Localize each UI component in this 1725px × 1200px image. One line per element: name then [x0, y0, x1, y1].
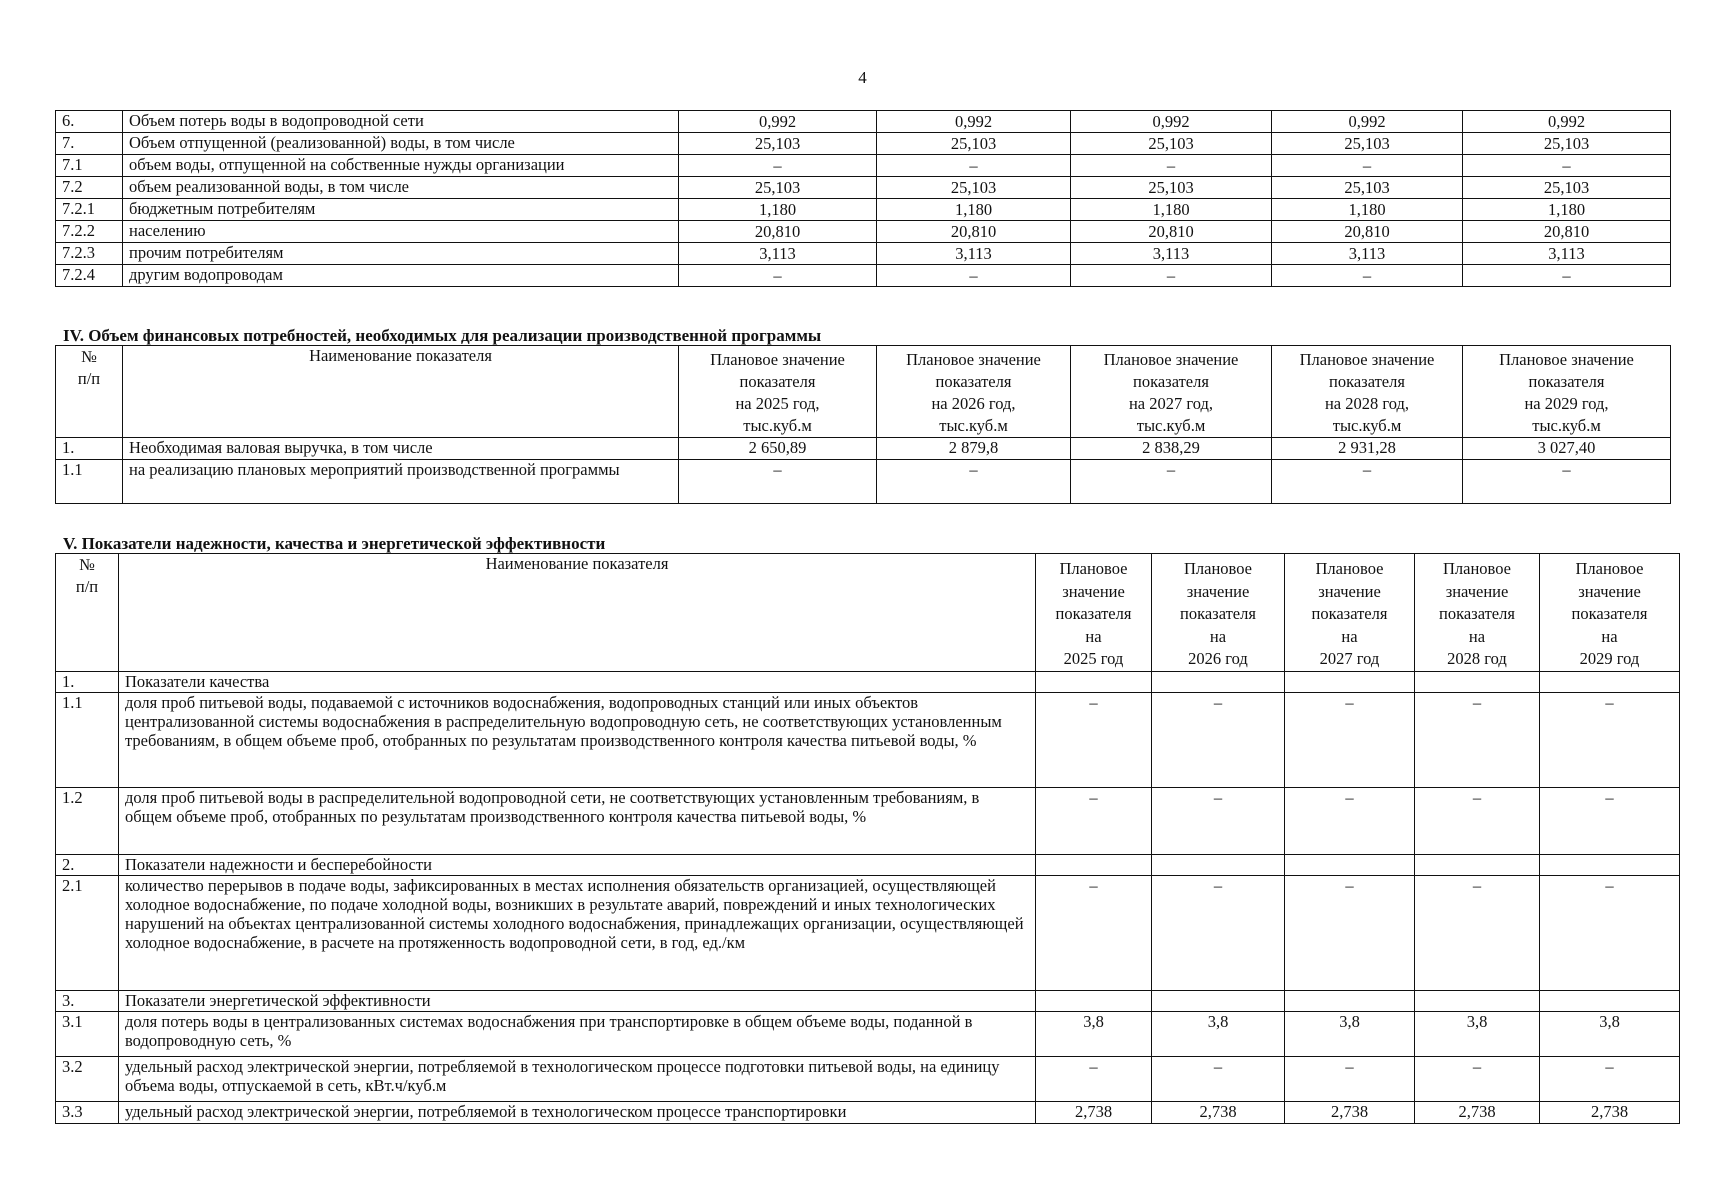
value-2028: – [1415, 692, 1540, 787]
value-2028: 3,113 [1272, 243, 1463, 265]
value-2029: – [1463, 155, 1671, 177]
value-2028: 1,180 [1272, 199, 1463, 221]
value-2028: 25,103 [1272, 177, 1463, 199]
row-name: прочим потребителям [123, 243, 679, 265]
row-name: другим водопроводам [123, 265, 679, 287]
value-2029: 0,992 [1463, 111, 1671, 133]
financial-needs-table [55, 345, 1671, 504]
row-num: 7. [56, 133, 123, 155]
row-name: Показатели качества [119, 671, 1036, 692]
value-2025: – [1036, 875, 1152, 990]
value-2025: 3,113 [679, 243, 877, 265]
table-row [56, 460, 1671, 504]
header-year-2028: Плановое значение показателя на 2028 год, тыс.куб.м [1272, 346, 1463, 438]
value-2029 [1540, 990, 1680, 1011]
value-2029: – [1540, 875, 1680, 990]
row-num: 1.1 [56, 460, 123, 504]
value-2028: 0,992 [1272, 111, 1463, 133]
table-row [56, 1056, 1680, 1101]
value-2029: 3 027,40 [1463, 438, 1671, 460]
row-name: Объем потерь воды в водопроводной сети [123, 111, 679, 133]
section-v-title: V. Показатели надежности, качества и энергетической эффективности [63, 534, 606, 553]
reliability-quality-table-body [56, 554, 1680, 1124]
value-2027 [1285, 671, 1415, 692]
value-2026: 0,992 [877, 111, 1071, 133]
value-2027: 0,992 [1071, 111, 1272, 133]
value-2028: – [1272, 155, 1463, 177]
row-num: 2.1 [56, 875, 119, 990]
value-2025: – [1036, 1056, 1152, 1101]
value-2026: 3,8 [1152, 1011, 1285, 1056]
row-name: объем воды, отпущенной на собственные нужды организации [123, 155, 679, 177]
value-2028 [1415, 990, 1540, 1011]
value-2029: – [1463, 265, 1671, 287]
value-2027 [1285, 990, 1415, 1011]
value-2028: 2 931,28 [1272, 438, 1463, 460]
table-header-row [56, 554, 1680, 672]
value-2027: 2,738 [1285, 1101, 1415, 1123]
value-2025: 20,810 [679, 221, 877, 243]
value-2026: 20,810 [877, 221, 1071, 243]
row-name: количество перерывов в подаче воды, зафиксированных в местах исполнения обязательств организацией, осуществляющей холодное водоснабжение, по подаче холодной воды, возникших в результате аварий, повреждений и иных технологических нарушений на объектах централизованной системы холодного водоснабжения, принадлежащих организации, осуществляющей холодное водоснабжение, в расчете на протяженность водопроводной сети, в год, ед./км [119, 875, 1036, 990]
row-num: 3.3 [56, 1101, 119, 1123]
section-iv-title: IV. Объем финансовых потребностей, необходимых для реализации производственной программы [63, 326, 822, 345]
row-num: 1.1 [56, 692, 119, 787]
value-2025: 2,738 [1036, 1101, 1152, 1123]
row-num: 7.2.1 [56, 199, 123, 221]
table-row [56, 243, 1671, 265]
value-2028 [1415, 671, 1540, 692]
row-num: 7.2 [56, 177, 123, 199]
value-2025: 25,103 [679, 133, 877, 155]
value-2027: – [1071, 265, 1272, 287]
value-2029: 25,103 [1463, 177, 1671, 199]
value-2028: – [1415, 787, 1540, 854]
table-row [56, 221, 1671, 243]
value-2025 [1036, 990, 1152, 1011]
value-2025: 2 650,89 [679, 438, 877, 460]
row-name: доля потерь воды в централизованных системах водоснабжения при транспортировке в общем объеме воды, поданной в водопроводную сеть, % [119, 1011, 1036, 1056]
value-2025: 25,103 [679, 177, 877, 199]
value-2027: – [1285, 787, 1415, 854]
row-num: 1. [56, 671, 119, 692]
value-2026: – [877, 265, 1071, 287]
value-2026: – [877, 155, 1071, 177]
table-row [56, 438, 1671, 460]
value-2025: 1,180 [679, 199, 877, 221]
value-2027: 2 838,29 [1071, 438, 1272, 460]
table-row [56, 1101, 1680, 1123]
header-year-2026: Плановое значение показателя на 2026 год [1152, 554, 1285, 672]
row-num: 2. [56, 854, 119, 875]
value-2025: 3,8 [1036, 1011, 1152, 1056]
value-2026: – [1152, 1056, 1285, 1101]
value-2029 [1540, 671, 1680, 692]
value-2026: 2 879,8 [877, 438, 1071, 460]
header-year-2027: Плановое значение показателя на 2027 год [1285, 554, 1415, 672]
value-2025: – [679, 460, 877, 504]
reliability-quality-table [55, 553, 1680, 1124]
value-2029 [1540, 854, 1680, 875]
row-num: 3.2 [56, 1056, 119, 1101]
row-num: 6. [56, 111, 123, 133]
value-2026: 3,113 [877, 243, 1071, 265]
value-2026: 25,103 [877, 177, 1071, 199]
header-year-2029: Плановое значение показателя на 2029 год, тыс.куб.м [1463, 346, 1671, 438]
row-name: на реализацию плановых мероприятий производственной программы [123, 460, 679, 504]
header-year-2025: Плановое значение показателя на 2025 год, тыс.куб.м [679, 346, 877, 438]
value-2026 [1152, 854, 1285, 875]
volume-table-body [56, 111, 1671, 287]
table-row [56, 199, 1671, 221]
value-2025: – [679, 155, 877, 177]
value-2026: 2,738 [1152, 1101, 1285, 1123]
header-year-2025: Плановое значение показателя на 2025 год [1036, 554, 1152, 672]
value-2027: 3,113 [1071, 243, 1272, 265]
row-name: доля проб питьевой воды, подаваемой с источников водоснабжения, водопроводных станций или иных объектов централизованной системы водоснабжения в распределительную водопроводную сеть, не соответствующих установленным требованиям, в общем объеме проб, отобранных по результатам производственного контроля качества питьевой воды, % [119, 692, 1036, 787]
header-name: Наименование показателя [119, 554, 1036, 672]
row-name: удельный расход электрической энергии, потребляемой в технологическом процессе транспортировки [119, 1101, 1036, 1123]
value-2029: – [1540, 1056, 1680, 1101]
table-row [56, 133, 1671, 155]
header-year-2028: Плановое значение показателя на 2028 год [1415, 554, 1540, 672]
value-2025: 0,992 [679, 111, 877, 133]
table-row [56, 265, 1671, 287]
header-num: № п/п [56, 554, 119, 672]
row-name: объем реализованной воды, в том числе [123, 177, 679, 199]
value-2028: – [1415, 1056, 1540, 1101]
row-num: 1. [56, 438, 123, 460]
value-2026 [1152, 671, 1285, 692]
header-year-2029: Плановое значение показателя на 2029 год [1540, 554, 1680, 672]
financial-needs-table-body [56, 346, 1671, 504]
value-2027: 3,8 [1285, 1011, 1415, 1056]
header-num: № п/п [56, 346, 123, 438]
value-2029: – [1540, 692, 1680, 787]
value-2028: 2,738 [1415, 1101, 1540, 1123]
row-name: Показатели надежности и бесперебойности [119, 854, 1036, 875]
row-name: Объем отпущенной (реализованной) воды, в том числе [123, 133, 679, 155]
value-2027: 1,180 [1071, 199, 1272, 221]
row-num: 7.2.4 [56, 265, 123, 287]
value-2025: – [1036, 787, 1152, 854]
value-2027: 20,810 [1071, 221, 1272, 243]
value-2027 [1285, 854, 1415, 875]
table-row [56, 671, 1680, 692]
row-num: 7.2.2 [56, 221, 123, 243]
value-2028: – [1415, 875, 1540, 990]
table-row [56, 111, 1671, 133]
value-2029: – [1540, 787, 1680, 854]
header-year-2027: Плановое значение показателя на 2027 год, тыс.куб.м [1071, 346, 1272, 438]
row-name: бюджетным потребителям [123, 199, 679, 221]
volume-table [55, 110, 1671, 287]
table-row [56, 787, 1680, 854]
table-row [56, 1011, 1680, 1056]
table-row [56, 692, 1680, 787]
row-name: населению [123, 221, 679, 243]
value-2025: – [679, 265, 877, 287]
header-year-2026: Плановое значение показателя на 2026 год, тыс.куб.м [877, 346, 1071, 438]
value-2029: 1,180 [1463, 199, 1671, 221]
value-2029: – [1463, 460, 1671, 504]
row-num: 1.2 [56, 787, 119, 854]
value-2028: 3,8 [1415, 1011, 1540, 1056]
value-2027: 25,103 [1071, 177, 1272, 199]
row-name: Показатели энергетической эффективности [119, 990, 1036, 1011]
table-row [56, 155, 1671, 177]
value-2025 [1036, 854, 1152, 875]
row-name: удельный расход электрической энергии, потребляемой в технологическом процессе подготовки питьевой воды, на единицу объема воды, отпускаемой в сеть, кВт.ч/куб.м [119, 1056, 1036, 1101]
header-name: Наименование показателя [123, 346, 679, 438]
value-2027: – [1071, 155, 1272, 177]
row-num: 7.1 [56, 155, 123, 177]
value-2026: 1,180 [877, 199, 1071, 221]
table-row [56, 875, 1680, 990]
value-2026: – [1152, 875, 1285, 990]
value-2029: 3,8 [1540, 1011, 1680, 1056]
value-2026: 25,103 [877, 133, 1071, 155]
row-num: 3.1 [56, 1011, 119, 1056]
value-2026: – [1152, 787, 1285, 854]
table-row [56, 854, 1680, 875]
value-2025: – [1036, 692, 1152, 787]
value-2027: – [1285, 692, 1415, 787]
table-row [56, 177, 1671, 199]
table-row [56, 990, 1680, 1011]
value-2026: – [877, 460, 1071, 504]
value-2027: – [1285, 1056, 1415, 1101]
value-2027: 25,103 [1071, 133, 1272, 155]
value-2029: 3,113 [1463, 243, 1671, 265]
value-2028: 20,810 [1272, 221, 1463, 243]
row-name: Необходимая валовая выручка, в том числе [123, 438, 679, 460]
value-2029: 20,810 [1463, 221, 1671, 243]
row-num: 3. [56, 990, 119, 1011]
value-2029: 25,103 [1463, 133, 1671, 155]
value-2026 [1152, 990, 1285, 1011]
value-2026: – [1152, 692, 1285, 787]
row-num: 7.2.3 [56, 243, 123, 265]
page-number: 4 [858, 68, 867, 87]
value-2027: – [1071, 460, 1272, 504]
value-2028: – [1272, 460, 1463, 504]
value-2029: 2,738 [1540, 1101, 1680, 1123]
table-header-row [56, 346, 1671, 438]
value-2027: – [1285, 875, 1415, 990]
value-2028: 25,103 [1272, 133, 1463, 155]
value-2028 [1415, 854, 1540, 875]
value-2028: – [1272, 265, 1463, 287]
row-name: доля проб питьевой воды в распределительной водопроводной сети, не соответствующих установленным требованиям, в общем объеме проб, отобранных по результатам производственного контроля качества питьевой воды, % [119, 787, 1036, 854]
value-2025 [1036, 671, 1152, 692]
